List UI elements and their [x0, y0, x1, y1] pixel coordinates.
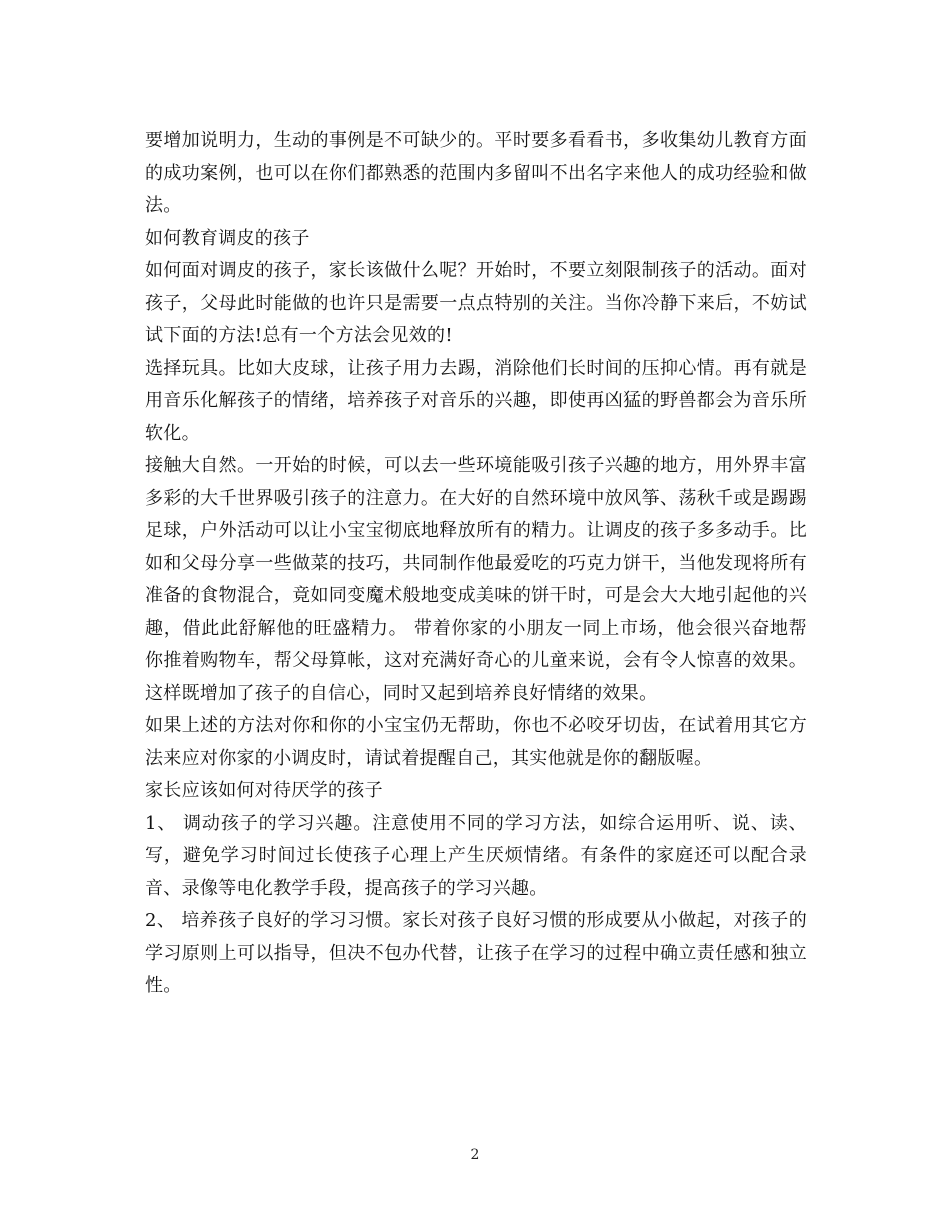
paragraph-nature: 接触大自然。一开始的时候，可以去一些环境能吸引孩子兴趣的地方，用外界丰富多彩的大千世界吸引孩子的注意力。在大好的自然环境中放风筝、荡秋千或是踢踢足球，户外活动可以让小宝宝彻底地释放所有的精力。让调皮的孩子多多动手。比如和父母分享一些做菜的技巧，共同制作他最爱吃的巧克力饼干，当他发现将所有准备的食物混合，竟如同变魔术般地变成美味的饼干时，可是会大大地引起他的兴趣，借此此舒解他的旺盛精力。 带着你家的小朋友一同上市场，他会很兴奋地帮你推着购物车，帮父母算帐，这对充满好奇心的儿童来说，会有令人惊喜的效果。这样既增加了孩子的自信心，同时又起到培养良好情绪的效果。 — [145, 455, 807, 704]
paragraph-choose-toys: 选择玩具。比如大皮球，让孩子用力去踢，消除他们长时间的压抑心情。再有就是用音乐化解孩子的情绪，培养孩子对音乐的兴趣，即使再凶猛的野兽都会为音乐所软化。 — [145, 357, 807, 444]
paragraph-learning-habits: 2、 培养孩子良好的学习习惯。家长对孩子良好习惯的形成要从小做起，对孩子的学习原则上可以指导，但决不包办代替，让孩子在学习的过程中确立责任感和独立性。 — [145, 910, 807, 996]
paragraph-learning-interest: 1、 调动孩子的学习兴趣。注意使用不同的学习方法，如综合运用听、说、读、写，避免学习时间过长使孩子心理上产生厌烦情绪。有条件的家庭还可以配合录音、录像等电化教学手段，提高孩子的学习兴趣。 — [145, 812, 807, 899]
section-heading-naughty-child: 如何教育调皮的孩子 — [145, 227, 310, 249]
paragraph-facing-naughty-child: 如何面对调皮的孩子，家长该做什么呢？开始时，不要立刻限制孩子的活动。面对孩子，父母此时能做的也许只是需要一点点特别的关注。当你冷静下来后，不妨试试下面的方法!总有一个方法会见效的! — [145, 260, 807, 346]
paragraph-intro: 要增加说明力，生动的事例是不可缺少的。平时要多看看书，多收集幼儿教育方面的成功案例，也可以在你们都熟悉的范围内多留叫不出名字来他人的成功经验和做法。 — [145, 130, 807, 216]
paragraph-if-no-help: 如果上述的方法对你和你的小宝宝仍无帮助，你也不必咬牙切齿，在试着用其它方法来应对你家的小调皮时，请试着提醒自己，其实他就是你的翻版喔。 — [145, 715, 807, 769]
page-number: 2 — [470, 1147, 480, 1163]
section-heading-school-weary-child: 家长应该如何对待厌学的孩子 — [145, 780, 383, 801]
document-body — [145, 125, 807, 1003]
